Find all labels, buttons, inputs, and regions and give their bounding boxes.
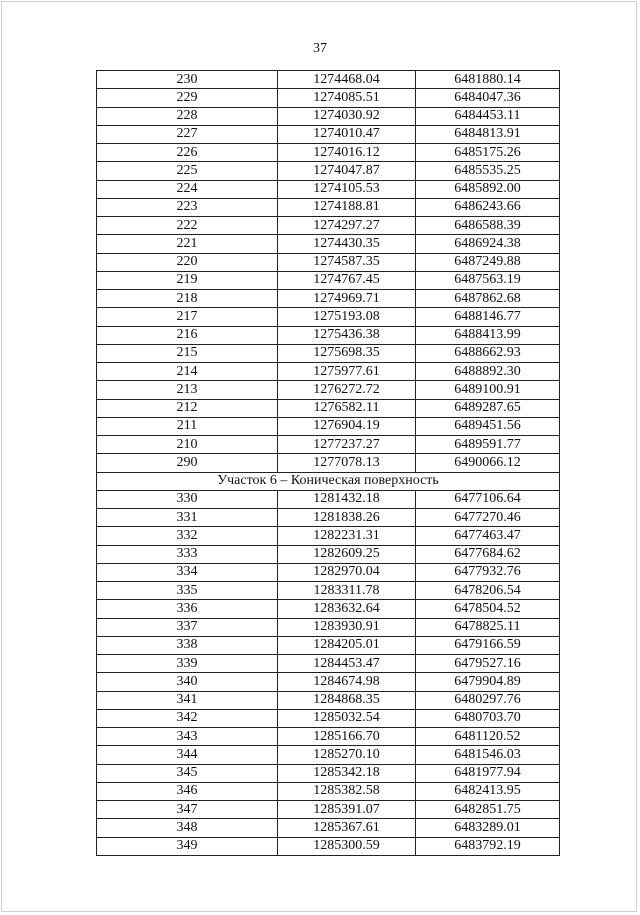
point-number-cell: 336 [97, 600, 278, 618]
x-coordinate-cell: 1285342.18 [278, 764, 416, 782]
y-coordinate-cell: 6488892.30 [416, 363, 560, 381]
x-coordinate-cell: 1276904.19 [278, 417, 416, 435]
y-coordinate-cell: 6478825.11 [416, 618, 560, 636]
x-coordinate-cell: 1282609.25 [278, 545, 416, 563]
x-coordinate-cell: 1274188.81 [278, 198, 416, 216]
point-number-cell: 344 [97, 746, 278, 764]
x-coordinate-cell: 1275977.61 [278, 363, 416, 381]
x-coordinate-cell: 1283311.78 [278, 582, 416, 600]
x-coordinate-cell: 1277237.27 [278, 436, 416, 454]
x-coordinate-cell: 1274047.87 [278, 162, 416, 180]
x-coordinate-cell: 1274430.35 [278, 235, 416, 253]
section-header-row [97, 472, 560, 490]
table-row [97, 290, 560, 308]
y-coordinate-cell: 6485175.26 [416, 144, 560, 162]
point-number-cell: 345 [97, 764, 278, 782]
table-row [97, 709, 560, 727]
table-row [97, 764, 560, 782]
x-coordinate-cell: 1274587.35 [278, 253, 416, 271]
x-coordinate-cell: 1274468.04 [278, 71, 416, 89]
table-row [97, 655, 560, 673]
table-row [97, 454, 560, 472]
coordinates-table-body [97, 71, 560, 856]
x-coordinate-cell: 1285270.10 [278, 746, 416, 764]
y-coordinate-cell: 6482413.95 [416, 782, 560, 800]
table-row [97, 344, 560, 362]
y-coordinate-cell: 6483289.01 [416, 819, 560, 837]
y-coordinate-cell: 6489591.77 [416, 436, 560, 454]
table-row [97, 801, 560, 819]
y-coordinate-cell: 6478504.52 [416, 600, 560, 618]
coordinates-table [96, 70, 560, 856]
x-coordinate-cell: 1274297.27 [278, 217, 416, 235]
y-coordinate-cell: 6482851.75 [416, 801, 560, 819]
y-coordinate-cell: 6486924.38 [416, 235, 560, 253]
point-number-cell: 213 [97, 381, 278, 399]
point-number-cell: 218 [97, 290, 278, 308]
point-number-cell: 330 [97, 490, 278, 508]
table-row [97, 746, 560, 764]
point-number-cell: 337 [97, 618, 278, 636]
table-row [97, 399, 560, 417]
point-number-cell: 225 [97, 162, 278, 180]
y-coordinate-cell: 6481546.03 [416, 746, 560, 764]
x-coordinate-cell: 1274010.47 [278, 125, 416, 143]
y-coordinate-cell: 6489100.91 [416, 381, 560, 399]
point-number-cell: 335 [97, 582, 278, 600]
table-row [97, 582, 560, 600]
table-row [97, 563, 560, 581]
y-coordinate-cell: 6479904.89 [416, 673, 560, 691]
y-coordinate-cell: 6477106.64 [416, 490, 560, 508]
y-coordinate-cell: 6477270.46 [416, 509, 560, 527]
point-number-cell: 331 [97, 509, 278, 527]
point-number-cell: 230 [97, 71, 278, 89]
table-row [97, 618, 560, 636]
table-row [97, 837, 560, 855]
table-row [97, 417, 560, 435]
x-coordinate-cell: 1285382.58 [278, 782, 416, 800]
point-number-cell: 333 [97, 545, 278, 563]
table-row [97, 600, 560, 618]
x-coordinate-cell: 1284205.01 [278, 636, 416, 654]
x-coordinate-cell: 1274969.71 [278, 290, 416, 308]
y-coordinate-cell: 6487862.68 [416, 290, 560, 308]
x-coordinate-cell: 1285391.07 [278, 801, 416, 819]
table-row [97, 217, 560, 235]
y-coordinate-cell: 6485535.25 [416, 162, 560, 180]
y-coordinate-cell: 6486243.66 [416, 198, 560, 216]
x-coordinate-cell: 1281838.26 [278, 509, 416, 527]
table-row [97, 545, 560, 563]
table-row [97, 381, 560, 399]
point-number-cell: 338 [97, 636, 278, 654]
x-coordinate-cell: 1285367.61 [278, 819, 416, 837]
y-coordinate-cell: 6481120.52 [416, 728, 560, 746]
x-coordinate-cell: 1276272.72 [278, 381, 416, 399]
table-row [97, 162, 560, 180]
section-title: Участок 6 – Коническая поверхность [97, 472, 560, 490]
x-coordinate-cell: 1277078.13 [278, 454, 416, 472]
table-row [97, 198, 560, 216]
y-coordinate-cell: 6484047.36 [416, 89, 560, 107]
x-coordinate-cell: 1281432.18 [278, 490, 416, 508]
y-coordinate-cell: 6490066.12 [416, 454, 560, 472]
x-coordinate-cell: 1283930.91 [278, 618, 416, 636]
y-coordinate-cell: 6488662.93 [416, 344, 560, 362]
x-coordinate-cell: 1276582.11 [278, 399, 416, 417]
table-row [97, 527, 560, 545]
y-coordinate-cell: 6479166.59 [416, 636, 560, 654]
y-coordinate-cell: 6489451.56 [416, 417, 560, 435]
point-number-cell: 221 [97, 235, 278, 253]
point-number-cell: 349 [97, 837, 278, 855]
y-coordinate-cell: 6489287.65 [416, 399, 560, 417]
table-row [97, 125, 560, 143]
y-coordinate-cell: 6488146.77 [416, 308, 560, 326]
table-row [97, 691, 560, 709]
y-coordinate-cell: 6485892.00 [416, 180, 560, 198]
y-coordinate-cell: 6481880.14 [416, 71, 560, 89]
point-number-cell: 212 [97, 399, 278, 417]
x-coordinate-cell: 1274105.53 [278, 180, 416, 198]
point-number-cell: 216 [97, 326, 278, 344]
point-number-cell: 227 [97, 125, 278, 143]
table-row [97, 782, 560, 800]
x-coordinate-cell: 1275436.38 [278, 326, 416, 344]
table-row [97, 819, 560, 837]
x-coordinate-cell: 1275698.35 [278, 344, 416, 362]
point-number-cell: 222 [97, 217, 278, 235]
point-number-cell: 342 [97, 709, 278, 727]
table-row [97, 436, 560, 454]
point-number-cell: 215 [97, 344, 278, 362]
x-coordinate-cell: 1284868.35 [278, 691, 416, 709]
y-coordinate-cell: 6484813.91 [416, 125, 560, 143]
point-number-cell: 343 [97, 728, 278, 746]
x-coordinate-cell: 1284674.98 [278, 673, 416, 691]
x-coordinate-cell: 1275193.08 [278, 308, 416, 326]
x-coordinate-cell: 1274030.92 [278, 107, 416, 125]
y-coordinate-cell: 6479527.16 [416, 655, 560, 673]
point-number-cell: 229 [97, 89, 278, 107]
y-coordinate-cell: 6480703.70 [416, 709, 560, 727]
point-number-cell: 219 [97, 271, 278, 289]
table-row [97, 144, 560, 162]
table-row [97, 235, 560, 253]
point-number-cell: 347 [97, 801, 278, 819]
table-row [97, 490, 560, 508]
point-number-cell: 341 [97, 691, 278, 709]
point-number-cell: 334 [97, 563, 278, 581]
y-coordinate-cell: 6478206.54 [416, 582, 560, 600]
point-number-cell: 339 [97, 655, 278, 673]
table-row [97, 326, 560, 344]
point-number-cell: 332 [97, 527, 278, 545]
page-number: 37 [313, 41, 327, 56]
point-number-cell: 210 [97, 436, 278, 454]
x-coordinate-cell: 1274085.51 [278, 89, 416, 107]
y-coordinate-cell: 6486588.39 [416, 217, 560, 235]
x-coordinate-cell: 1285300.59 [278, 837, 416, 855]
y-coordinate-cell: 6477684.62 [416, 545, 560, 563]
table-row [97, 180, 560, 198]
point-number-cell: 346 [97, 782, 278, 800]
table-row [97, 673, 560, 691]
y-coordinate-cell: 6488413.99 [416, 326, 560, 344]
point-number-cell: 228 [97, 107, 278, 125]
point-number-cell: 290 [97, 454, 278, 472]
table-row [97, 636, 560, 654]
point-number-cell: 220 [97, 253, 278, 271]
x-coordinate-cell: 1283632.64 [278, 600, 416, 618]
x-coordinate-cell: 1282231.31 [278, 527, 416, 545]
x-coordinate-cell: 1284453.47 [278, 655, 416, 673]
table-row [97, 107, 560, 125]
y-coordinate-cell: 6487249.88 [416, 253, 560, 271]
x-coordinate-cell: 1285166.70 [278, 728, 416, 746]
point-number-cell: 223 [97, 198, 278, 216]
y-coordinate-cell: 6480297.76 [416, 691, 560, 709]
point-number-cell: 348 [97, 819, 278, 837]
table-row [97, 271, 560, 289]
point-number-cell: 211 [97, 417, 278, 435]
table-row [97, 71, 560, 89]
x-coordinate-cell: 1285032.54 [278, 709, 416, 727]
table-row [97, 308, 560, 326]
table-row [97, 89, 560, 107]
y-coordinate-cell: 6487563.19 [416, 271, 560, 289]
y-coordinate-cell: 6481977.94 [416, 764, 560, 782]
point-number-cell: 224 [97, 180, 278, 198]
table-row [97, 728, 560, 746]
x-coordinate-cell: 1282970.04 [278, 563, 416, 581]
table-row [97, 363, 560, 381]
x-coordinate-cell: 1274767.45 [278, 271, 416, 289]
y-coordinate-cell: 6477463.47 [416, 527, 560, 545]
x-coordinate-cell: 1274016.12 [278, 144, 416, 162]
point-number-cell: 214 [97, 363, 278, 381]
table-row [97, 253, 560, 271]
y-coordinate-cell: 6477932.76 [416, 563, 560, 581]
table-row [97, 509, 560, 527]
point-number-cell: 226 [97, 144, 278, 162]
point-number-cell: 217 [97, 308, 278, 326]
y-coordinate-cell: 6483792.19 [416, 837, 560, 855]
point-number-cell: 340 [97, 673, 278, 691]
y-coordinate-cell: 6484453.11 [416, 107, 560, 125]
